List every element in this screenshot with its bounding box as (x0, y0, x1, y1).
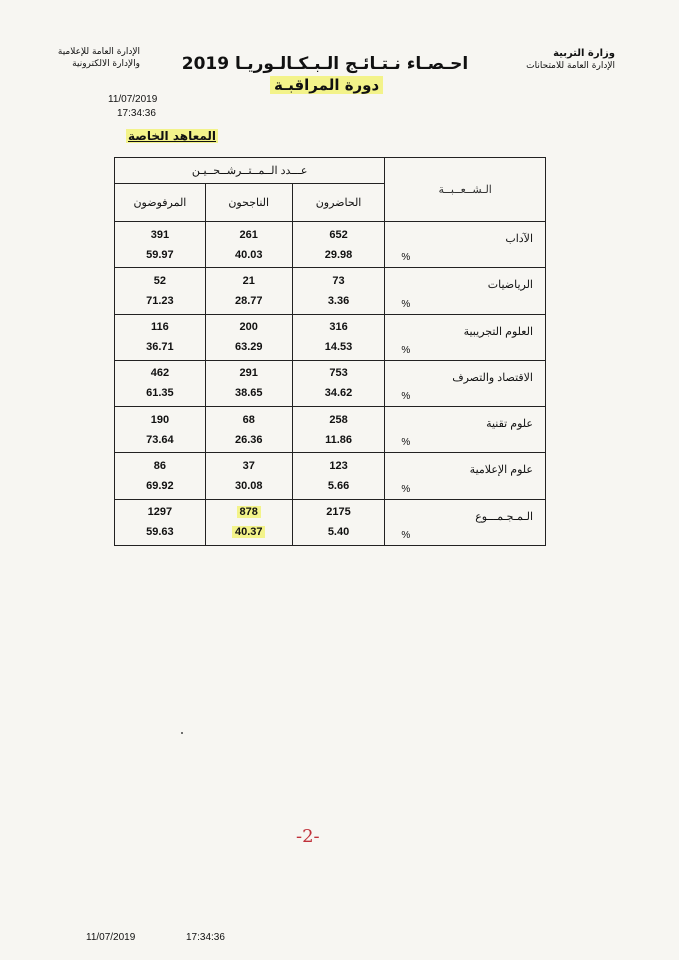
failed-count: 116 (151, 321, 169, 334)
total-passed-pct: 40.37 (232, 526, 266, 538)
passed-count: 261 (239, 228, 258, 241)
present-pct: 11.86 (325, 433, 352, 446)
failed-pct: 73.64 (146, 433, 174, 446)
branch-name: الرياضيات (487, 279, 533, 292)
exams-department: الإدارة العامة للامتحانات (526, 61, 615, 71)
total-label: الـمـجـمـــوع (475, 510, 533, 523)
failed-pct: 69.92 (146, 480, 174, 493)
present-pct: 29.98 (324, 248, 353, 261)
percent-sign: % (401, 252, 411, 264)
col-passed-header: الناجحون (205, 184, 292, 222)
passed-pct: 63.29 (234, 341, 263, 354)
failed-count: 52 (153, 274, 167, 287)
section-title: المعاهد الخاصة (128, 129, 217, 143)
percent-sign: % (401, 298, 411, 310)
passed-count: 21 (242, 274, 255, 287)
branch-name: الآداب (505, 233, 533, 245)
footer-date: 11/07/2019 (86, 932, 136, 943)
total-passed-count: 878 (237, 506, 261, 518)
total-failed-pct: 59.63 (146, 526, 174, 539)
branch-name: علوم الإعلامية (469, 464, 533, 477)
failed-count: 391 (150, 228, 170, 241)
passed-pct: 26.36 (234, 433, 263, 446)
failed-pct: 61.35 (146, 387, 174, 400)
branch-header: الـشــعــبــة (385, 158, 546, 222)
table-row (115, 453, 546, 499)
present-pct: 5.66 (327, 480, 350, 493)
percent-sign: % (401, 391, 411, 403)
failed-pct: 36.71 (146, 341, 174, 354)
table-row (115, 222, 546, 268)
total-failed-count: 1297 (147, 506, 173, 519)
col-failed-header: المرفوضون (115, 184, 206, 222)
branch-name: العلوم التجريبية (463, 325, 533, 338)
page-number: -2- (296, 826, 320, 847)
table-row (115, 360, 546, 406)
passed-pct: 38.65 (234, 387, 263, 400)
passed-count: 200 (239, 321, 258, 334)
total-row (115, 499, 546, 545)
footer-time: 17:34:36 (186, 932, 225, 943)
ministry-name: وزارة التربية (553, 48, 615, 59)
percent-sign: % (401, 437, 411, 449)
failed-count: 86 (153, 460, 167, 473)
present-pct: 34.62 (324, 387, 353, 400)
table-row (115, 314, 546, 360)
info-department-line1: الإدارة العامة للإعلامية (57, 47, 140, 57)
print-date: 11/07/2019 (108, 94, 158, 105)
failed-pct: 71.23 (146, 294, 174, 307)
percent-sign: % (401, 483, 411, 495)
present-count: 258 (329, 413, 348, 426)
stray-dot (181, 732, 183, 734)
failed-pct: 59.97 (146, 248, 174, 261)
passed-pct: 30.08 (234, 480, 263, 493)
passed-pct: 28.77 (234, 294, 263, 307)
present-count: 73 (332, 274, 345, 287)
passed-count: 291 (239, 367, 258, 380)
table-row (115, 268, 546, 314)
branch-name: الاقتصاد والتصرف (452, 371, 533, 384)
table-row (115, 407, 546, 453)
present-count: 316 (329, 321, 348, 334)
candidates-group-header: عـــدد الــمــتــرشــحــيـن (115, 158, 385, 184)
present-pct: 14.53 (324, 341, 353, 354)
percent-sign: % (401, 344, 411, 356)
info-department-line2: والإدارة الالكترونية (72, 59, 140, 69)
present-count: 753 (329, 367, 348, 380)
page-title: احـصـاء نـتـائـج الـبـكـالـوريـا 2019 (181, 54, 469, 74)
present-pct: 3.36 (327, 294, 350, 307)
failed-count: 190 (150, 413, 170, 426)
results-table (114, 157, 546, 546)
passed-count: 37 (242, 460, 255, 473)
print-time: 17:34:36 (117, 108, 156, 119)
branch-name: علوم تقنية (486, 418, 533, 431)
passed-count: 68 (242, 413, 255, 426)
info-department-header (40, 46, 140, 70)
page-subtitle: دورة المراقبـة (270, 76, 383, 94)
failed-count: 462 (150, 367, 170, 380)
percent-sign: % (401, 530, 411, 541)
present-count: 123 (329, 460, 348, 473)
ministry-header (526, 48, 615, 72)
passed-pct: 40.03 (234, 248, 263, 261)
total-present-pct: 5.40 (327, 526, 350, 539)
total-present-count: 2175 (326, 506, 351, 519)
present-count: 652 (329, 228, 348, 241)
col-present-header: الحاضرون (292, 184, 385, 222)
